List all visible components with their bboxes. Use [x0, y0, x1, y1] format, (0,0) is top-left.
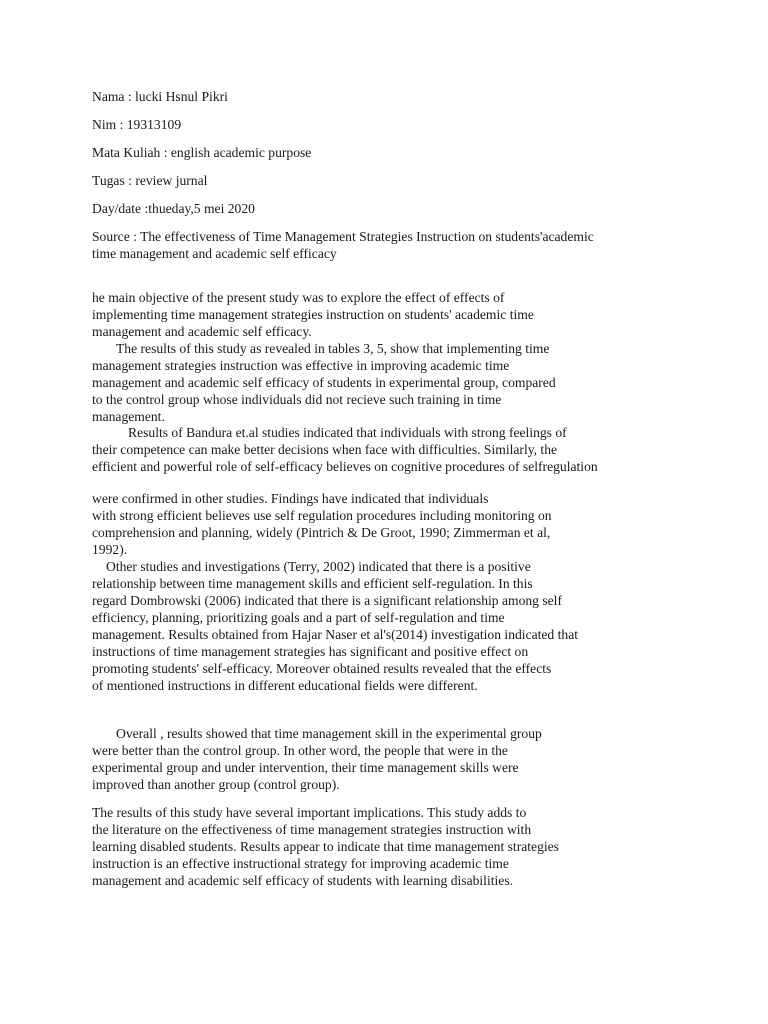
date-field: Day/date :thueday,5 mei 2020: [92, 201, 255, 216]
tugas-field: Tugas : review jurnal: [92, 173, 208, 188]
p2-line-3: management and academic self efficacy of students in experimental group, compared: [92, 375, 556, 390]
p1-line-2: implementing time management strategies instruction on students' academic time: [92, 307, 534, 322]
p5-line-3: regard Dombrowski (2006) indicated that there is a significant relationship among self: [92, 593, 562, 608]
p4-line-3: comprehension and planning, widely (Pintrich & De Groot, 1990; Zimmerman et al,: [92, 525, 551, 540]
p6-line-2: were better than the control group. In other word, the people that were in the: [92, 743, 508, 758]
p5-line-2: relationship between time management skills and efficient self-regulation. In this: [92, 576, 533, 591]
p4-line-1: were confirmed in other studies. Findings have indicated that individuals: [92, 491, 489, 506]
p7-line-1: The results of this study have several important implications. This study adds to: [92, 805, 527, 820]
mata-kuliah-field: Mata Kuliah : english academic purpose: [92, 145, 312, 160]
p3-line-2: their competence can make better decisions when face with difficulties. Similarly, the: [92, 442, 558, 457]
p6-line-1: Overall , results showed that time management skill in the experimental group: [116, 726, 542, 741]
source-line-1: Source : The effectiveness of Time Management Strategies Instruction on students'academic: [92, 229, 594, 244]
p3-line-3: efficient and powerful role of self-efficacy believes on cognitive procedures of selfregulation: [92, 459, 598, 474]
p5-line-7: promoting students' self-efficacy. Moreover obtained results revealed that the effects: [92, 661, 552, 676]
p5-line-8: of mentioned instructions in different educational fields were different.: [92, 678, 478, 693]
p6-line-4: improved than another group (control group).: [92, 777, 340, 792]
p7-line-4: instruction is an effective instructional strategy for improving academic time: [92, 856, 509, 871]
p3-line-1: Results of Bandura et.al studies indicated that individuals with strong feelings of: [128, 425, 567, 440]
p2-line-2: management strategies instruction was effective in improving academic time: [92, 358, 510, 373]
nim-field: Nim : 19313109: [92, 117, 182, 132]
p5-line-1: Other studies and investigations (Terry, 2002) indicated that there is a positive: [106, 559, 531, 574]
p2-line-5: management.: [92, 409, 165, 424]
p7-line-2: the literature on the effectiveness of time management strategies instruction with: [92, 822, 532, 837]
p1-line-1: he main objective of the present study was to explore the effect of effects of: [92, 290, 505, 305]
p5-line-4: efficiency, planning, prioritizing goals and a part of self-regulation and time: [92, 610, 505, 625]
nama-field: Nama : lucki Hsnul Pikri: [92, 89, 228, 104]
source-line-2: time management and academic self efficacy: [92, 246, 337, 261]
p1-line-3: management and academic self efficacy.: [92, 324, 312, 339]
p5-line-5: management. Results obtained from Hajar Naser et al's(2014) investigation indicated that: [92, 627, 579, 642]
p5-line-6: instructions of time management strategies has significant and positive effect on: [92, 644, 529, 659]
p4-line-4: 1992).: [92, 542, 128, 557]
p2-line-4: to the control group whose individuals did not recieve such training in time: [92, 392, 502, 407]
p7-line-5: management and academic self efficacy of students with learning disabilities.: [92, 873, 514, 888]
p7-line-3: learning disabled students. Results appear to indicate that time management strategies: [92, 839, 559, 854]
p4-line-2: with strong efficient believes use self regulation procedures including monitoring on: [92, 508, 552, 523]
p6-line-3: experimental group and under intervention, their time management skills were: [92, 760, 519, 775]
p2-line-1: The results of this study as revealed in tables 3, 5, show that implementing time: [116, 341, 550, 356]
